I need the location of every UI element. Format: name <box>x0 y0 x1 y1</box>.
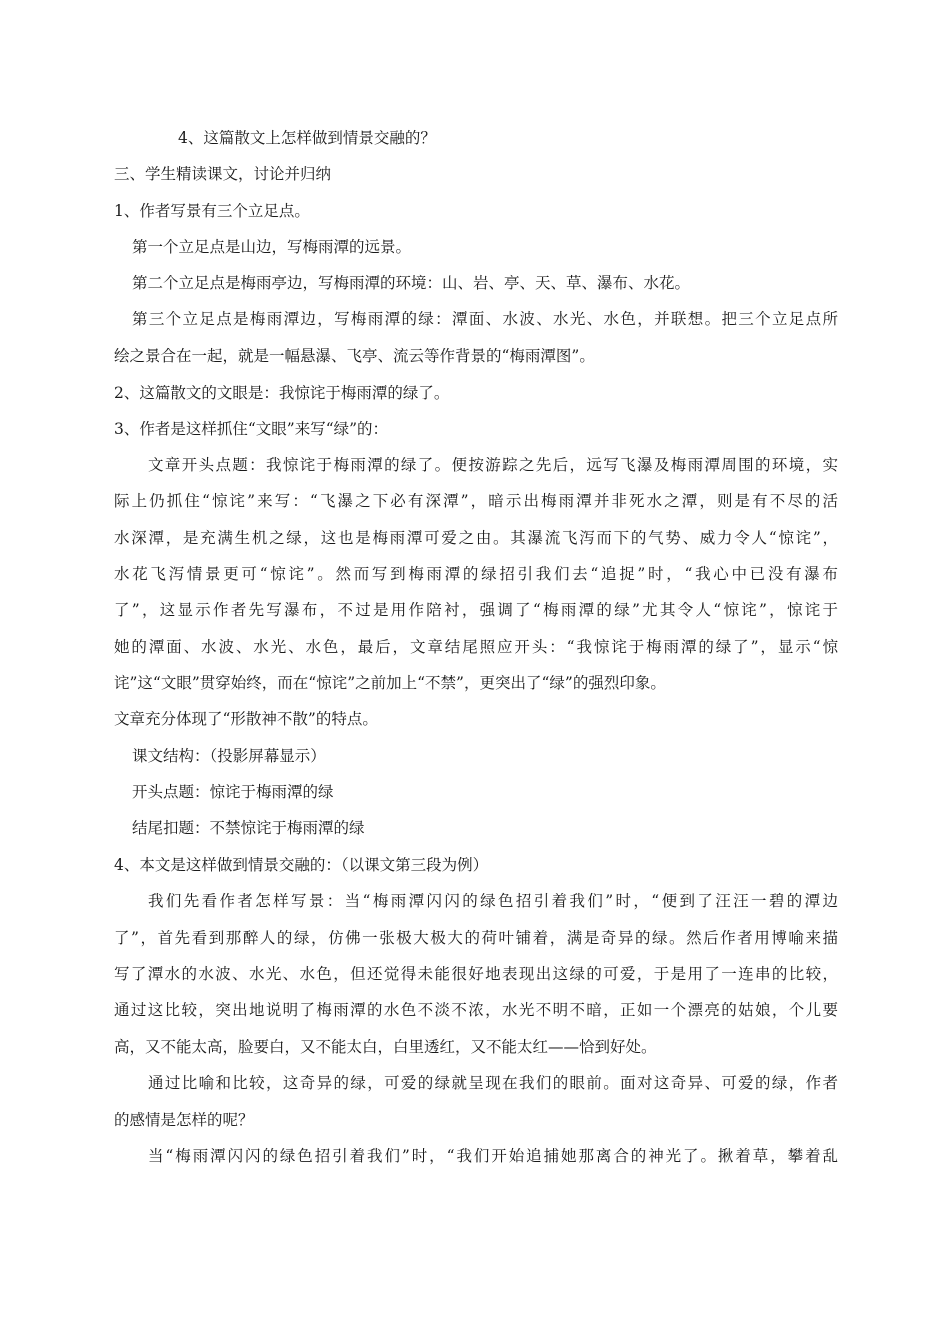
paragraph-line: 当“梅雨潭闪闪的绿色招引着我们”时，“我们开始追捕她那离合的神光了。揪着草，攀着乱 <box>148 1147 838 1165</box>
section-3-heading: 三、学生精读课文，讨论并归纳 <box>114 165 332 183</box>
point-1-third: 第三个立足点是梅雨潭边，写梅雨潭的绿：潭面、水波、水光、水色，并联想。把三个立足点所 <box>132 310 838 328</box>
paragraph-line: 高，又不能太高，脸要白，又不能太白，白里透红，又不能太红——恰到好处。 <box>114 1038 657 1056</box>
paragraph-line: 水深潭，是充满生机之绿，这也是梅雨潭可爱之由。其瀑流飞泻而下的气势、威力令人“惊诧”， <box>114 529 838 547</box>
point-3: 3、作者是这样抓住“文眼”来写“绿”的： <box>114 420 389 438</box>
structure-heading: 课文结构：（投影屏幕显示） <box>132 747 326 765</box>
paragraph-line: 写了潭水的水波、水光、水色，但还觉得未能很好地表现出这绿的可爱，于是用了一连串的比较， <box>114 965 838 983</box>
paragraph-line: 文章开头点题：我惊诧于梅雨潭的绿了。便按游踪之先后，远写飞瀑及梅雨潭周围的环境，实 <box>148 456 838 474</box>
paragraph-line: 际上仍抓住“惊诧”来写：“飞瀑之下必有深潭”，暗示出梅雨潭并非死水之潭，则是有不尽的活 <box>114 492 838 510</box>
point-1-first: 第一个立足点是山边，写梅雨潭的远景。 <box>132 238 412 256</box>
paragraph-line: 通过比喻和比较，这奇异的绿，可爱的绿就呈现在我们的眼前。面对这奇异、可爱的绿，作者 <box>148 1074 838 1092</box>
point-1: 1、作者写景有三个立足点。 <box>114 202 310 220</box>
paragraph-line: 了”，首先看到那醉人的绿，仿佛一张极大极大的荷叶铺着，满是奇异的绿。然后作者用博喻来描 <box>114 929 838 947</box>
paragraph-line: 了”，这显示作者先写瀑布，不过是用作陪衬，强调了“梅雨潭的绿”尤其令人“惊诧”，惊诧于 <box>114 601 838 619</box>
structure-opening: 开头点题：惊诧于梅雨潭的绿 <box>132 783 334 801</box>
point-1-second: 第二个立足点是梅雨亭边，写梅雨潭的环境：山、岩、亭、天、草、瀑布、水花。 <box>132 274 691 292</box>
point-4: 4、本文是这样做到情景交融的：（以课文第三段为例） <box>114 856 489 874</box>
paragraph-line: 的感情是怎样的呢？ <box>114 1111 254 1129</box>
point-1-third-cont: 绘之景合在一起，就是一幅悬瀑、飞亭、流云等作背景的“梅雨潭图”。 <box>114 347 595 365</box>
paragraph-line: 文章充分体现了“形散神不散”的特点。 <box>114 710 378 728</box>
question-4: 4、这篇散文上怎样做到情景交融的？ <box>178 129 436 147</box>
paragraph-line: 通过这比较，突出地说明了梅雨潭的水色不淡不浓，水光不明不暗，正如一个漂亮的姑娘，个儿要 <box>114 1001 838 1019</box>
paragraph-line: 她的潭面、水波、水光、水色，最后，文章结尾照应开头：“我惊诧于梅雨潭的绿了”，显示“惊 <box>114 638 838 656</box>
paragraph-line: 我们先看作者怎样写景：当“梅雨潭闪闪的绿色招引着我们”时，“便到了汪汪一碧的潭边 <box>148 892 838 910</box>
paragraph-line: 水花飞泻情景更可“惊诧”。然而写到梅雨潭的绿招引我们去“追捉”时，“我心中已没有瀑布 <box>114 565 838 583</box>
paragraph-line: 诧”这“文眼”贯穿始终，而在“惊诧”之前加上“不禁”，更突出了“绿”的强烈印象。 <box>114 674 666 692</box>
structure-ending: 结尾扣题：不禁惊诧于梅雨潭的绿 <box>132 819 365 837</box>
point-2: 2、这篇散文的文眼是：我惊诧于梅雨潭的绿了。 <box>114 384 450 402</box>
